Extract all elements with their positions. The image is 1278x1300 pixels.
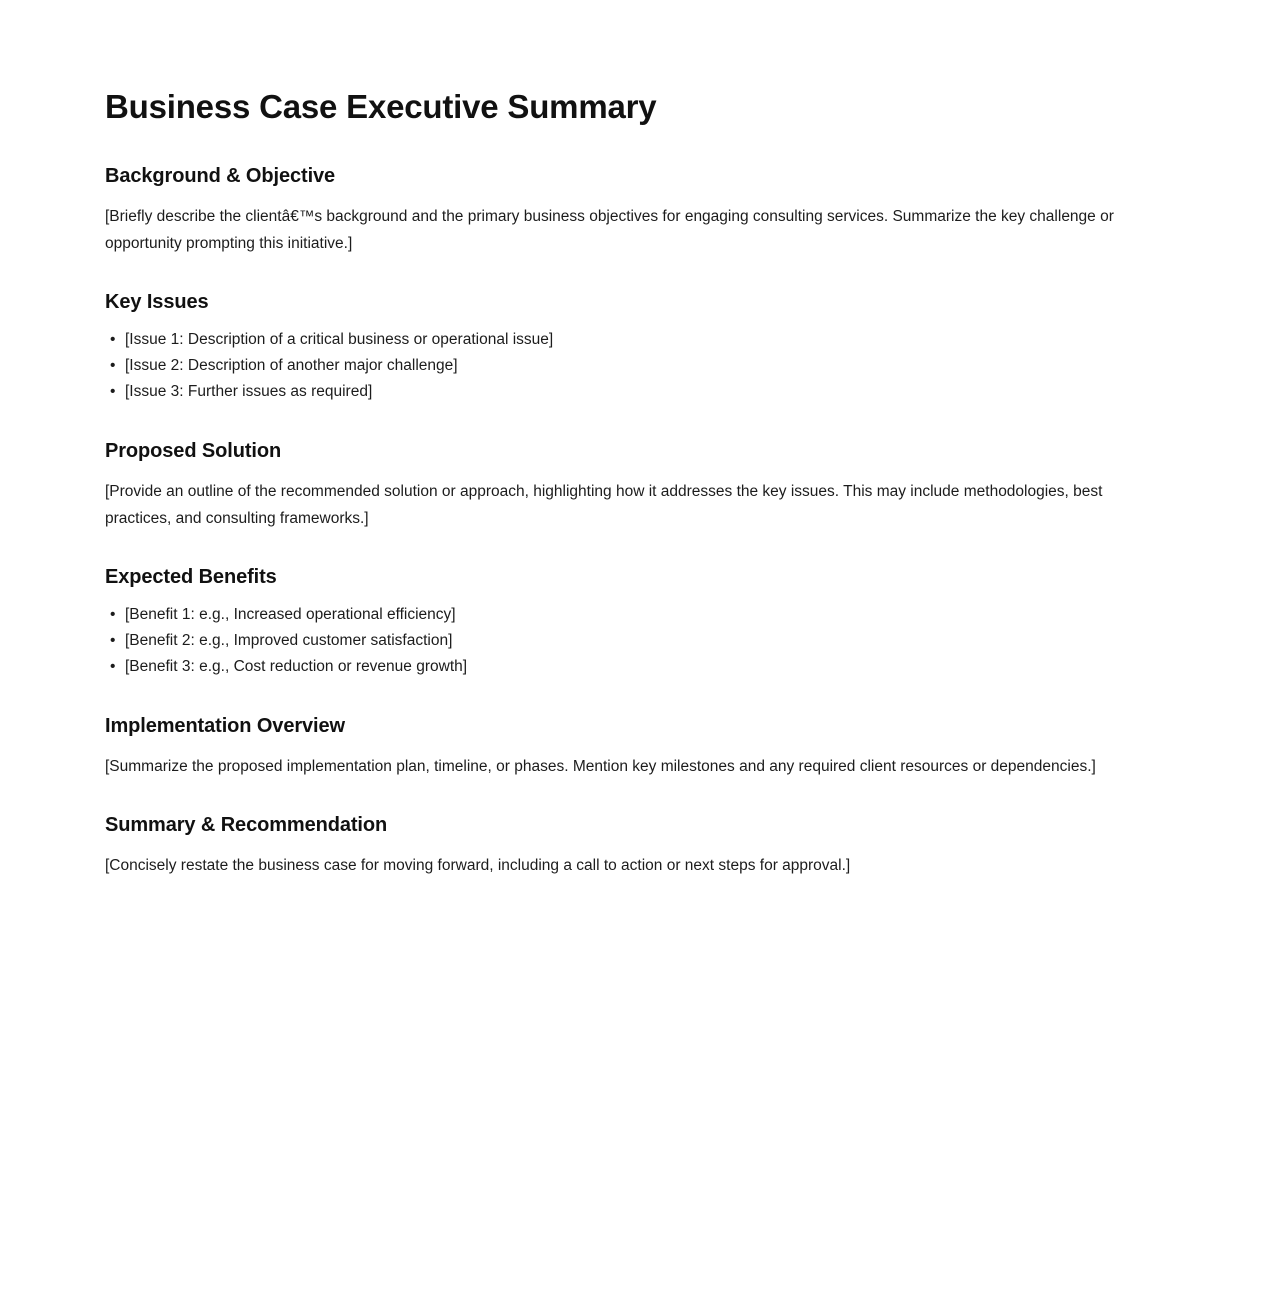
spacer: [105, 314, 1178, 327]
section-summary-recommendation: [105, 813, 1178, 879]
list-item: • [Benefit 1: e.g., Increased operational efficiency]: [105, 602, 1178, 628]
section-background-objective: [105, 164, 1178, 257]
section-paragraph-proposed-solution: [Provide an outline of the recommended solution or approach, highlighting how it addresses the key issues. This may include methodologies, best practices, and consulting frameworks.]: [105, 483, 1103, 528]
section-heading-background-objective: Background & Objective: [105, 165, 336, 188]
spacer: [105, 837, 1178, 852]
page-title: Business Case Executive Summary: [105, 88, 657, 125]
section-proposed-solution: [105, 439, 1178, 532]
section-heading-proposed-solution: Proposed Solution: [105, 440, 282, 463]
spacer: [105, 188, 1178, 203]
section-implementation-overview: [105, 714, 1178, 780]
section-heading-expected-benefits: Expected Benefits: [105, 566, 277, 589]
list-item: • [Issue 3: Further issues as required]: [105, 379, 1178, 405]
section-paragraph-summary-recommendation: [Concisely restate the business case for moving forward, including a call to action or next steps for approval.]: [105, 857, 851, 875]
list-item: • [Issue 2: Description of another major challenge]: [105, 353, 1178, 379]
spacer: [105, 463, 1178, 478]
expected-benefits-list: [105, 602, 1178, 680]
section-paragraph-implementation-overview: [Summarize the proposed implementation plan, timeline, or phases. Mention key milestones and any required client resources or dependencies.]: [105, 758, 1096, 776]
list-item: • [Benefit 2: e.g., Improved customer satisfaction]: [105, 628, 1178, 654]
list-item: • [Benefit 3: e.g., Cost reduction or revenue growth]: [105, 654, 1178, 680]
spacer: [105, 589, 1178, 602]
spacer: [105, 405, 1178, 439]
section-heading-implementation-overview: Implementation Overview: [105, 715, 345, 738]
spacer: [105, 532, 1178, 565]
key-issues-list: [105, 327, 1178, 405]
spacer: [105, 257, 1178, 290]
spacer: [105, 738, 1178, 753]
section-expected-benefits: [105, 565, 1178, 680]
spacer: [105, 780, 1178, 813]
section-key-issues: [105, 290, 1178, 405]
section-heading-summary-recommendation: Summary & Recommendation: [105, 814, 388, 837]
section-paragraph-background-objective: [Briefly describe the clientâ€™s background and the primary business objectives for engaging consulting services. Summarize the key challenge or opportunity prompting this initiative.]: [105, 208, 1114, 253]
list-item: • [Issue 1: Description of a critical business or operational issue]: [105, 327, 1178, 353]
section-heading-key-issues: Key Issues: [105, 291, 209, 314]
spacer: [105, 680, 1178, 714]
spacer: [105, 126, 1178, 164]
